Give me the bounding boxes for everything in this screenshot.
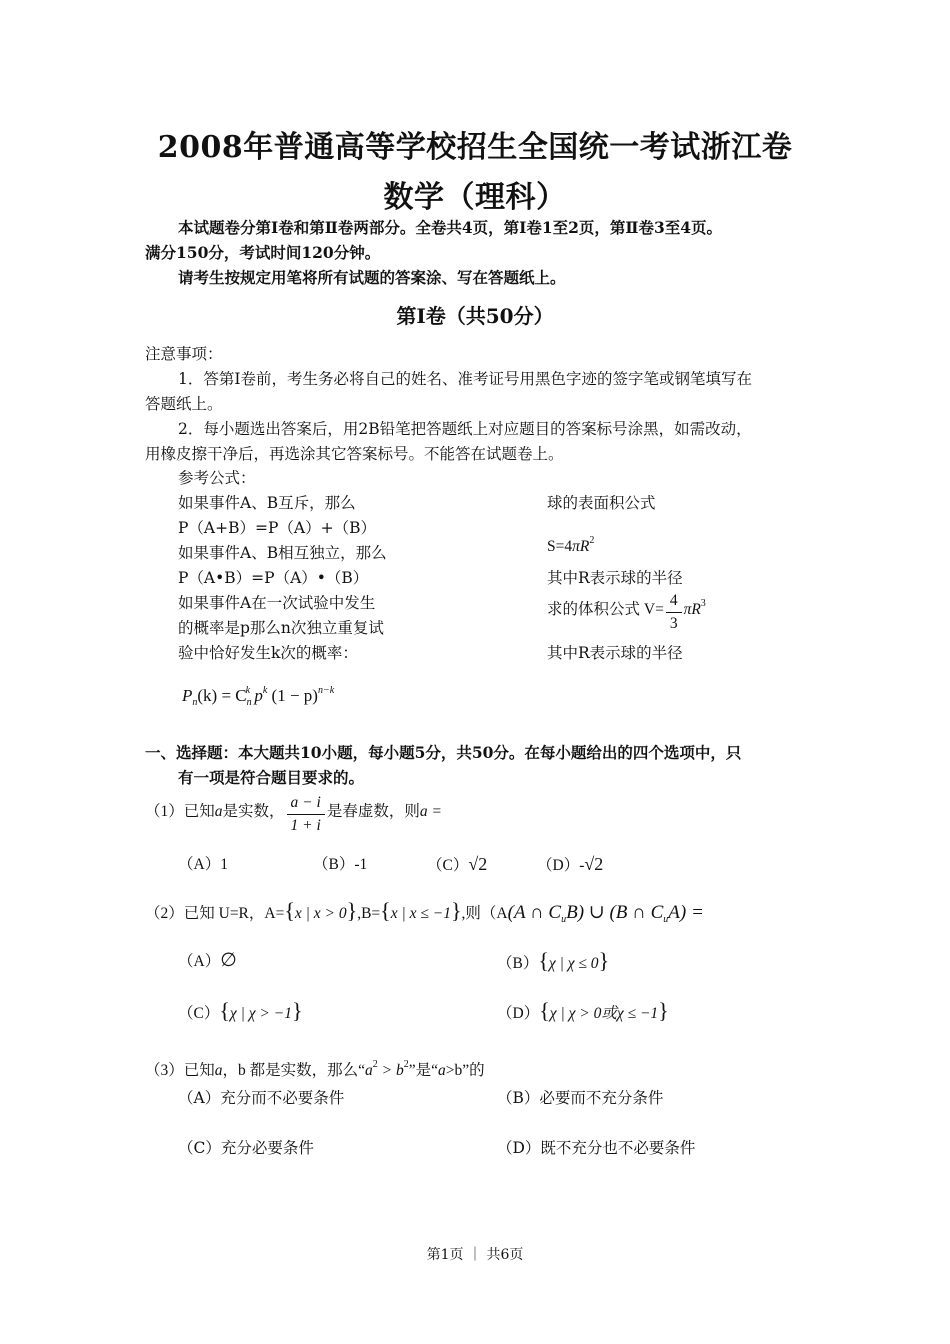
intro-line-2: 满分150分，考试时间120分钟。	[145, 243, 381, 262]
q1-option-d: （D）-√2	[537, 854, 604, 874]
exam-title: 2008年普通高等学校招生全国统一考试浙江卷	[157, 130, 793, 165]
note-2b: 用橡皮擦干净后，再选涂其它答案标号。不能答在试题卷上。	[145, 445, 564, 463]
radius-note-2: 其中R表示球的半径	[547, 644, 683, 662]
sphere-volume-formula: 求的体积公式 V= $\frac{4}{3}$ $\pi R^3$	[547, 592, 706, 632]
radius-note-1: 其中R表示球的半径	[547, 569, 683, 587]
q3-option-c: （C）充分必要条件	[178, 1139, 314, 1157]
q3-option-b: （B）必要而不充分条件	[497, 1089, 664, 1107]
formula-left-5: 的概率是p那么n次独立重复试	[178, 619, 384, 637]
part1-heading: 第Ⅰ卷（共50分）	[396, 304, 554, 328]
q1-option-a: （A）1	[178, 856, 228, 873]
binomial-formula: $P_n(k) = C_n^k$ $p^k$ $(1 - p)^{n-k}$	[182, 685, 335, 708]
q3-option-a: （A）充分而不必要条件	[178, 1089, 345, 1107]
q2-option-c: （C）{χ | χ > −1}	[178, 998, 303, 1023]
formula-left-3: P（A•B）=P（A）•（B）	[178, 569, 369, 587]
formula-left-6: 验中恰好发生k次的概率：	[178, 644, 358, 662]
exam-subtitle: 数学（理科）	[383, 180, 567, 215]
formula-left-4: 如果事件A在一次试验中发生	[178, 594, 376, 612]
q1-option-c: （C）√2	[427, 854, 488, 874]
q3-option-d: （D）既不充分也不必要条件	[497, 1139, 696, 1157]
question-1-stem: （1）已知a是实数， $\frac{a - i}{1 + i}$ 是春虚数，则a =	[145, 794, 442, 834]
q1-option-b: （B）-1	[313, 856, 368, 873]
question-2-stem: （2）已知 U=R，A={x | x > 0},B={x | x ≤ −1},则（A(A ∩ $C_uB$) ∪ (B ∩ $C_uA$) =	[145, 898, 704, 925]
formula-left-1: P（A+B）=P（A）+（B）	[178, 519, 376, 537]
note-2a: 2．每小题选出答案后，用2B铅笔把答题纸上对应题目的答案标号涂黑，如需改动，	[178, 420, 752, 438]
intro-line-3: 请考生按规定用笔将所有试题的答案涂、写在答题纸上。	[178, 268, 566, 287]
formula-left-0: 如果事件A、B互斥，那么	[178, 494, 356, 512]
intro-line-1: 本试题卷分第Ⅰ卷和第Ⅱ卷两部分。全卷共4页，第Ⅰ卷1至2页，第Ⅱ卷3至4页。	[178, 218, 723, 237]
page-footer: 第1页 ｜ 共6页	[426, 1247, 524, 1263]
sphere-area-formula: $S=4\pi R^2$	[547, 535, 595, 555]
q2-option-a: （A）∅	[178, 950, 237, 971]
formulas-label: 参考公式：	[178, 469, 256, 487]
formula-left-2: 如果事件A、B相互独立，那么	[178, 544, 387, 562]
sphere-area-label: 球的表面积公式	[547, 494, 656, 512]
question-3-stem: （3）已知a，b 都是实数，那么“$a^2 > b^2$”是“a>b”的	[145, 1059, 485, 1079]
note-1a: 1．答第Ⅰ卷前，考生务必将自己的姓名、准考证号用黑色字迹的签字笔或钢笔填写在	[178, 370, 752, 388]
q2-option-d: （D）{χ | χ > 0或χ ≤ −1}	[497, 998, 669, 1023]
q2-option-b: （B）{χ | χ ≤ 0}	[497, 948, 610, 973]
section1-heading-a: 一、选择题：本大题共10小题，每小题5分，共50分。在每小题给出的四个选项中，只	[145, 743, 742, 762]
section1-heading-b: 有一项是符合题目要求的。	[178, 768, 365, 787]
notes-label: 注意事项：	[145, 345, 223, 363]
note-1b: 答题纸上。	[145, 395, 223, 413]
